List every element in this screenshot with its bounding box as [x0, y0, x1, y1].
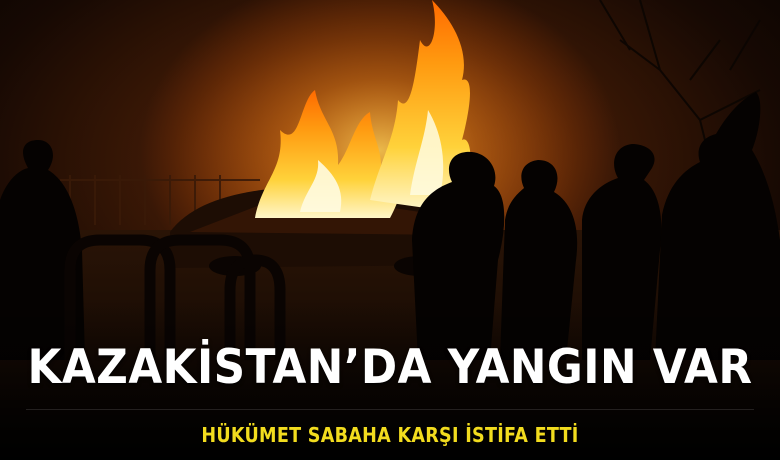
- headline-divider: [26, 409, 754, 410]
- headline: KAZAKİSTAN’DA YANGIN VAR: [27, 340, 753, 395]
- subheadline: HÜKÜMET SABAHA KARŞI İSTİFA ETTİ: [201, 423, 579, 447]
